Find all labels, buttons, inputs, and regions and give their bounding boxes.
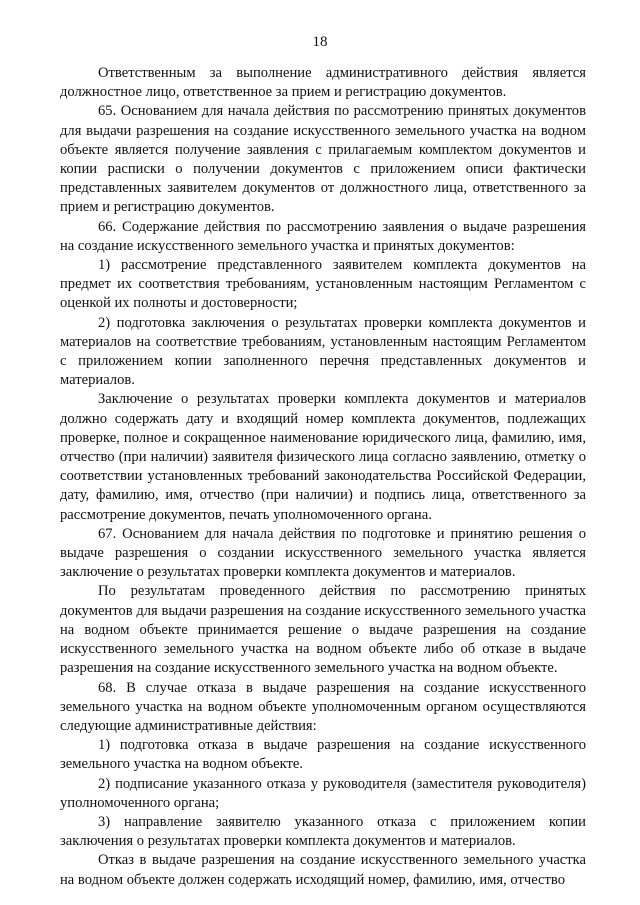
- paragraph: 2) подготовка заключения о результатах проверки комплекта документов и материалов на соответствие требованиям, установленным настоящим Регламентом с приложением копии заполненного перечня представленных документов и материалов.: [60, 314, 586, 389]
- paragraph: По результатам проведенного действия по рассмотрению принятых документов для выдачи разрешения на создание искусственного земельного участка на водном объекте принимается решение о выдаче разрешения на создание искусственного земельного участка на водном объекте либо об отказе в выдаче разрешения на создание искусственного земельного участка на водном объекте.: [60, 583, 586, 677]
- page-number: 18: [312, 34, 328, 50]
- paragraph: 2) подписание указанного отказа у руководителя (заместителя руководителя) уполномоченного органа;: [60, 775, 586, 811]
- paragraph: Ответственным за выполнение административного действия является должностное лицо, ответственное за прием и регистрацию документов.: [60, 65, 586, 101]
- paragraph: 68. В случае отказа в выдаче разрешения на создание искусственного земельного участка на водном объекте уполномоченным органом осуществляются следующие административные действия:: [60, 679, 586, 734]
- paragraph: 1) рассмотрение представленного заявителем комплекта документов на предмет их соответствия требованиям, установленным настоящим Регламентом с оценкой их полноты и достоверности;: [60, 257, 586, 312]
- paragraph: 65. Основанием для начала действия по рассмотрению принятых документов для выдачи разрешения на создание искусственного земельного участка на водном объекте является получение заявления с прилагаемым комплектом документов и копии расписки о получении документов с приложением описи фактически представленных заявителем документов от должностного лица, ответственного за прием и регистрацию документов.: [60, 103, 586, 216]
- paragraph: Заключение о результатах проверки комплекта документов и материалов должно содержать дату и входящий номер комплекта документов, подлежащих проверке, полное и сокращенное наименование юридического лица, фамилию, имя, отчество (при наличии) заявителя физического лица согласно заявлению, отметку о соответствии установленных требований законодательства Российской Федерации, дату, фамилию, имя, отчество (при наличии) и подпись лица, ответственного за рассмотрение документов, печать уполномоченного органа.: [60, 391, 586, 523]
- document-body: [60, 64, 586, 890]
- paragraph: 66. Содержание действия по рассмотрению заявления о выдаче разрешения на создание искусственного земельного участка и принятых документов:: [60, 218, 586, 254]
- paragraph: 3) направление заявителю указанного отказа с приложением копии заключения о результатах проверки комплекта документов и материалов.: [60, 813, 586, 850]
- paragraph: Отказ в выдаче разрешения на создание искусственного земельного участка на водном объекте должен содержать исходящий номер, фамилию, имя, отчество: [60, 852, 586, 888]
- paragraph: 1) подготовка отказа в выдаче разрешения на создание искусственного земельного участка на водном объекте.: [60, 737, 586, 773]
- paragraph: 67. Основанием для начала действия по подготовке и принятию решения о выдаче разрешения о создании искусственного земельного участка является заключение о результатах проверки комплекта документов и материалов.: [60, 525, 586, 581]
